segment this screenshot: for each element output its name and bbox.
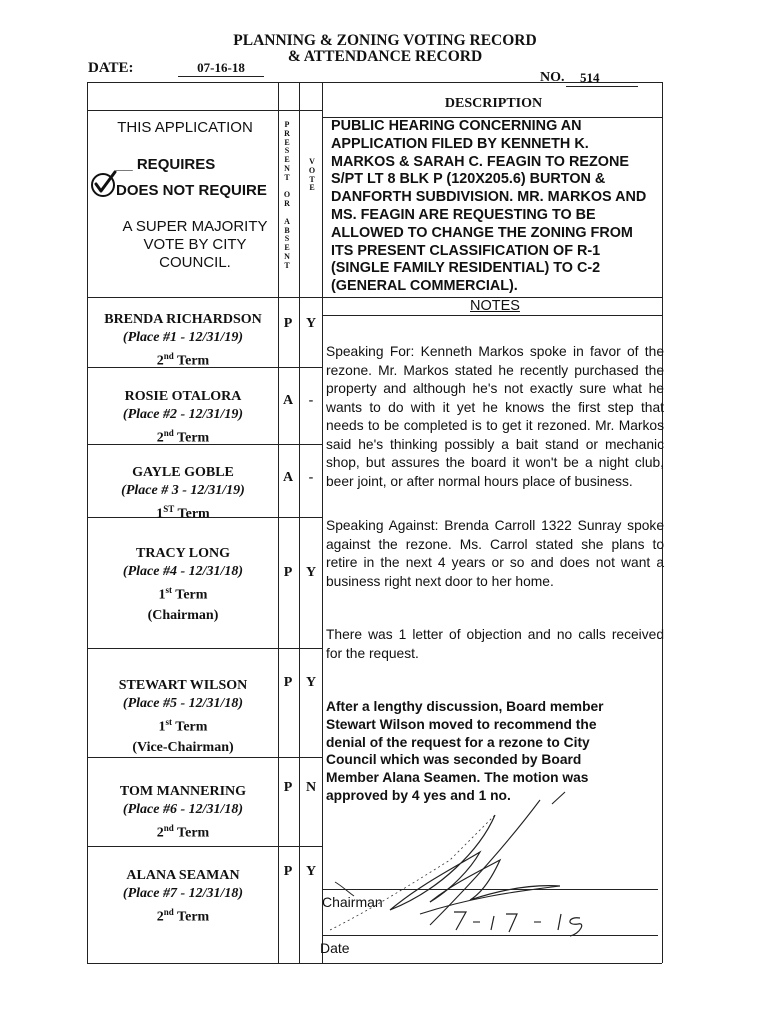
member-name: TRACY LONG [136, 546, 230, 561]
member-place: (Place #4 - 12/31/18) [122, 564, 244, 579]
date-label: DATE: [88, 60, 134, 76]
description-line: PUBLIC HEARING CONCERNING AN [331, 118, 582, 134]
vote-mark: Y [305, 316, 317, 331]
vertical-letter: T [309, 174, 315, 184]
member-place: (Place # 3 - 12/31/19) [121, 483, 245, 498]
member-term: 2nd Term [156, 351, 210, 369]
description-line: APPLICATION FILED BY KENNETH K. [331, 135, 589, 152]
attendance-mark: A [282, 393, 294, 408]
note-motion [326, 698, 664, 805]
member-entry [88, 867, 278, 927]
handwritten-date [440, 904, 600, 940]
attendance-mark: P [283, 675, 293, 690]
attendance-mark: P [283, 565, 293, 580]
description-line: ALLOWED TO CHANGE THE ZONING FROM [331, 224, 633, 241]
vote-mark: - [308, 470, 314, 485]
super-majority-text: A SUPER MAJORITY VOTE BY CITY COUNCIL. [122, 218, 268, 271]
member-entry [88, 545, 278, 625]
description-line: (GENERAL COMMERCIAL). [331, 278, 518, 295]
member-place: (Place #7 - 12/31/18) [122, 886, 244, 901]
member-entry [88, 464, 278, 524]
member-entry [88, 677, 278, 757]
date-value: 07-16-18 [178, 60, 264, 77]
note-speaking-for: Speaking For: Kenneth Markos spoke in favor of the rezone. Mr. Markos stated he recently purchased the property and although he's not exactly sure what he wants to do with it yet he knows the first step that needs to be completed is to get it rezoned. Mr. Markos said he's thinking possibly a bait stand or mechanic shop, but assures the board it won't be a night club, beer joint, or after normal hours place of business. [326, 344, 664, 489]
member-term: 1st Term [158, 717, 208, 735]
motion-line: denial of the request for a rezone to City [326, 734, 590, 750]
vertical-letter: O [283, 190, 291, 200]
vertical-letter: O [308, 165, 316, 175]
vote-mark: Y [305, 864, 317, 879]
this-application-label: THIS APPLICATION [117, 119, 253, 136]
member-role: (Chairman) [147, 607, 219, 623]
member-place: (Place #1 - 12/31/19) [122, 330, 244, 345]
vertical-letter: R [284, 128, 290, 138]
vote-mark: Y [305, 565, 317, 580]
member-name: ALANA SEAMAN [126, 868, 240, 883]
attendance-mark: P [283, 316, 293, 331]
vote-mark: - [308, 393, 314, 408]
member-entry [88, 783, 278, 843]
member-name: ROSIE OTALORA [124, 389, 242, 404]
vertical-letter: S [284, 234, 290, 244]
member-term: 1ST Term [156, 504, 210, 522]
vertical-letter: T [284, 260, 290, 270]
description-line: DANFORTH SUBDIVISION. MR. MARKOS AND [331, 189, 647, 206]
form-subtitle: & ATTENDANCE RECORD [287, 48, 483, 65]
vertical-letter: E [284, 155, 290, 165]
note-letters: There was 1 letter of objection and no calls received for the request. [326, 627, 664, 661]
description-line: S/PT LT 8 BLK P (120X205.6) BURTON & [331, 171, 606, 188]
member-role: (Vice-Chairman) [132, 739, 234, 755]
requires-option: __ REQUIRES [116, 156, 216, 173]
motion-line: Stewart Wilson moved to recommend the [326, 716, 597, 732]
vote-header [307, 158, 317, 193]
form-title: PLANNING & ZONING VOTING RECORD [233, 32, 537, 49]
vertical-letter: A [284, 216, 290, 226]
vote-mark: Y [305, 675, 317, 690]
does-not-require-option: DOES NOT REQUIRE [116, 182, 267, 199]
member-entry [88, 311, 278, 371]
vertical-letter: B [284, 225, 290, 235]
attendance-mark: P [283, 864, 293, 879]
date-signature-label: Date [320, 940, 350, 956]
vertical-letter: N [284, 163, 290, 173]
motion-line: approved by 4 yes and 1 no. [326, 787, 511, 803]
member-term: 2nd Term [156, 428, 210, 446]
vertical-letter: P [284, 120, 290, 129]
notes-heading: NOTES [470, 298, 520, 314]
member-term: 2nd Term [156, 823, 210, 841]
vertical-letter: V [309, 157, 315, 166]
attendance-mark: A [282, 470, 294, 485]
vertical-letter: T [284, 172, 290, 182]
member-term: 2nd Term [156, 907, 210, 925]
vote-mark: N [305, 780, 317, 795]
member-place: (Place #5 - 12/31/18) [122, 696, 244, 711]
vertical-letter: N [284, 251, 290, 261]
vertical-letter: S [284, 146, 290, 156]
record-number-label: NO. [540, 70, 565, 85]
vertical-letter: E [284, 243, 290, 253]
member-place: (Place #2 - 12/31/19) [122, 407, 244, 422]
member-name: GAYLE GOBLE [132, 465, 234, 480]
description-line: MS. FEAGIN ARE REQUESTING TO BE [331, 206, 596, 223]
chairman-label: Chairman [322, 894, 383, 910]
description-line: MARKOS & SARAH C. FEAGIN TO REZONE [331, 153, 629, 170]
member-term: 1st Term [158, 585, 208, 603]
description-heading: DESCRIPTION [444, 96, 543, 111]
member-name: TOM MANNERING [119, 784, 247, 799]
record-number-value: 514 [566, 70, 638, 87]
present-or-absent-header [282, 121, 292, 271]
checkmark-circle-icon [88, 169, 118, 199]
vertical-letter: E [284, 137, 290, 147]
note-speaking-against: Speaking Against: Brenda Carroll 1322 Sunray spoke against the rezone. Ms. Carrol stated she plans to retire in the next 4 years or so and does not want a business right next door to her home. [326, 518, 664, 589]
member-entry [88, 388, 278, 448]
description-text [331, 118, 667, 296]
description-line: ITS PRESENT CLASSIFICATION OF R-1 [331, 242, 601, 259]
vertical-letter: E [309, 183, 315, 193]
motion-line: After a lengthy discussion, Board member [326, 699, 604, 714]
member-place: (Place #6 - 12/31/18) [122, 802, 244, 817]
vertical-letter: R [284, 199, 290, 209]
member-name: STEWART WILSON [118, 678, 248, 693]
attendance-mark: P [283, 780, 293, 795]
motion-line: Council which was seconded by Board [326, 752, 582, 768]
member-name: BRENDA RICHARDSON [104, 312, 262, 327]
motion-line: Member Alana Seamen. The motion was [326, 770, 589, 786]
description-line: (SINGLE FAMILY RESIDENTIAL) TO C-2 [331, 260, 601, 277]
